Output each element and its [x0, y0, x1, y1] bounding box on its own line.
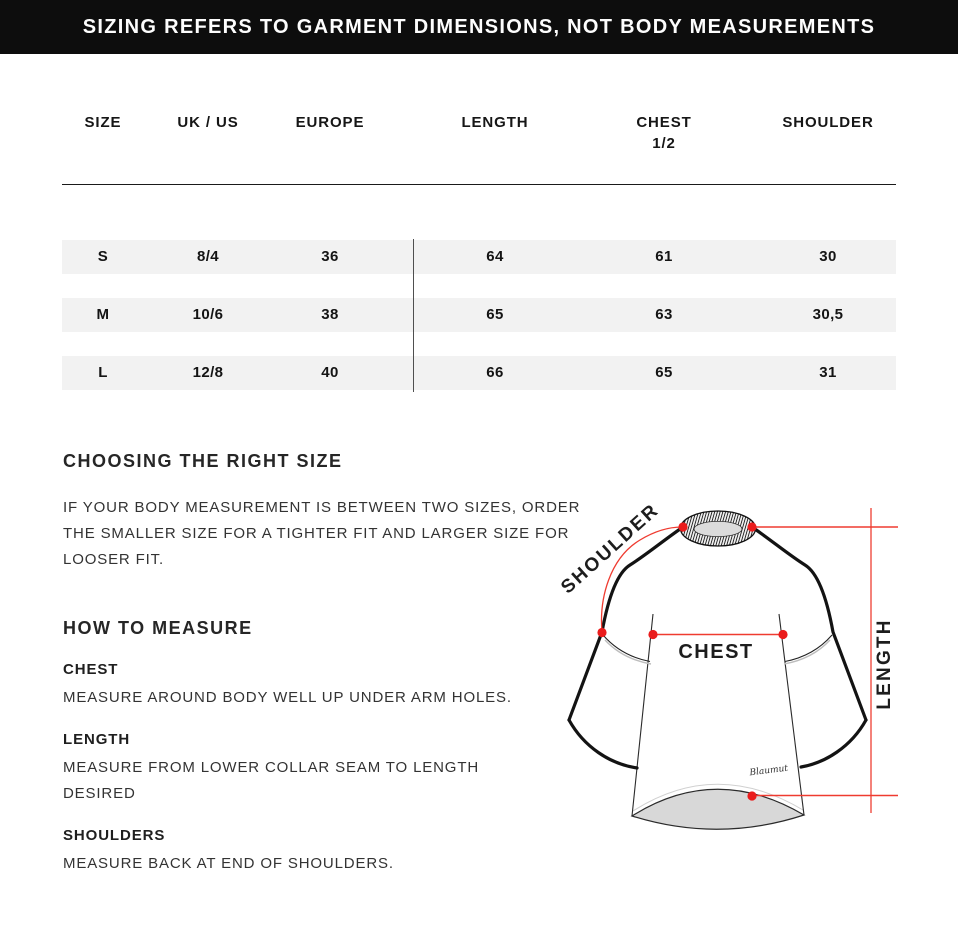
column-header-shoulder: SHOULDER — [782, 114, 874, 131]
garment-diagram — [545, 478, 958, 931]
choosing-size-heading: CHOOSING THE RIGHT SIZE — [63, 451, 343, 471]
cell-ukus: 8/4 — [196, 248, 220, 265]
choosing-size-body: IF YOUR BODY MEASUREMENT IS BETWEEN TWO SIZES, ORDER THE SMALLER SIZE FOR A TIGHTER FIT AND LARGER SIZE FOR LOOSER FIT. — [63, 499, 581, 568]
cell-chest: 63 — [655, 306, 673, 323]
column-header-length: LENGTH — [461, 114, 529, 131]
right-sleeve-hem-outline — [801, 720, 866, 767]
table-column-divider — [413, 239, 414, 392]
sizing-banner-text: SIZING REFERS TO GARMENT DIMENSIONS, NOT BODY MEASUREMENTS — [82, 15, 876, 38]
cell-ukus: 12/8 — [192, 364, 224, 381]
body-right-seam — [779, 614, 804, 815]
sizing-banner — [0, 0, 958, 54]
measure-chest-label: CHEST — [63, 661, 119, 678]
body-left-seam — [632, 614, 653, 816]
column-header-size: SIZE — [84, 114, 122, 131]
column-header-europe: EUROPE — [295, 114, 365, 131]
cell-europe: 40 — [321, 364, 339, 381]
size-table-header — [62, 112, 896, 162]
measure-shoulders-label: SHOULDERS — [63, 827, 166, 844]
left-sleeve-hem-outline — [569, 720, 637, 768]
cell-shoulder: 30,5 — [812, 306, 844, 323]
column-header-chest-sub: 1/2 — [652, 135, 676, 152]
size-row-m — [62, 298, 896, 332]
cell-size: M — [96, 306, 110, 323]
measure-dot-shoulder-end — [597, 628, 606, 637]
cell-europe: 38 — [321, 306, 339, 323]
size-row-l — [62, 356, 896, 390]
measure-dot-chest-right — [778, 630, 787, 639]
cell-europe: 36 — [321, 248, 339, 265]
cell-length: 64 — [486, 248, 504, 265]
cell-size: S — [97, 248, 109, 265]
size-row-s — [62, 240, 896, 274]
measure-length-label: LENGTH — [63, 731, 131, 748]
column-header-ukus: UK / US — [177, 114, 239, 131]
cell-chest: 65 — [655, 364, 673, 381]
cell-length: 65 — [486, 306, 504, 323]
measure-dot-chest-left — [648, 630, 657, 639]
measure-shoulders-instruction: MEASURE BACK AT END OF SHOULDERS. — [63, 855, 394, 872]
underarm-right-curve — [785, 635, 832, 662]
measure-dot-collar-left — [678, 522, 687, 531]
how-to-measure-heading: HOW TO MEASURE — [63, 618, 253, 638]
brand-script-logo: Blaumut — [748, 763, 789, 779]
underarm-left-curve — [603, 635, 650, 662]
cell-length: 66 — [486, 364, 504, 381]
cell-size: L — [98, 364, 108, 381]
cell-shoulder: 31 — [819, 364, 837, 381]
chest-diagram-label: CHEST — [678, 641, 754, 663]
measure-chest-instruction: MEASURE AROUND BODY WELL UP UNDER ARM HOLES. — [63, 689, 512, 706]
measure-length-instruction: MEASURE FROM LOWER COLLAR SEAM TO LENGTH DESIRED — [63, 759, 480, 802]
column-header-chest: CHEST 1/2 — [636, 114, 692, 152]
cell-shoulder: 30 — [819, 248, 837, 265]
right-shoulder-sleeve-outline — [752, 527, 866, 720]
cell-chest: 61 — [655, 248, 673, 265]
measure-dot-hem — [747, 791, 756, 800]
shoulder-diagram-label: SHOULDER — [557, 499, 664, 599]
collar-opening — [694, 521, 742, 536]
length-diagram-label: LENGTH — [874, 618, 895, 710]
cell-ukus: 10/6 — [192, 306, 224, 323]
table-header-rule — [62, 184, 896, 185]
measure-dot-collar-right — [747, 522, 756, 531]
